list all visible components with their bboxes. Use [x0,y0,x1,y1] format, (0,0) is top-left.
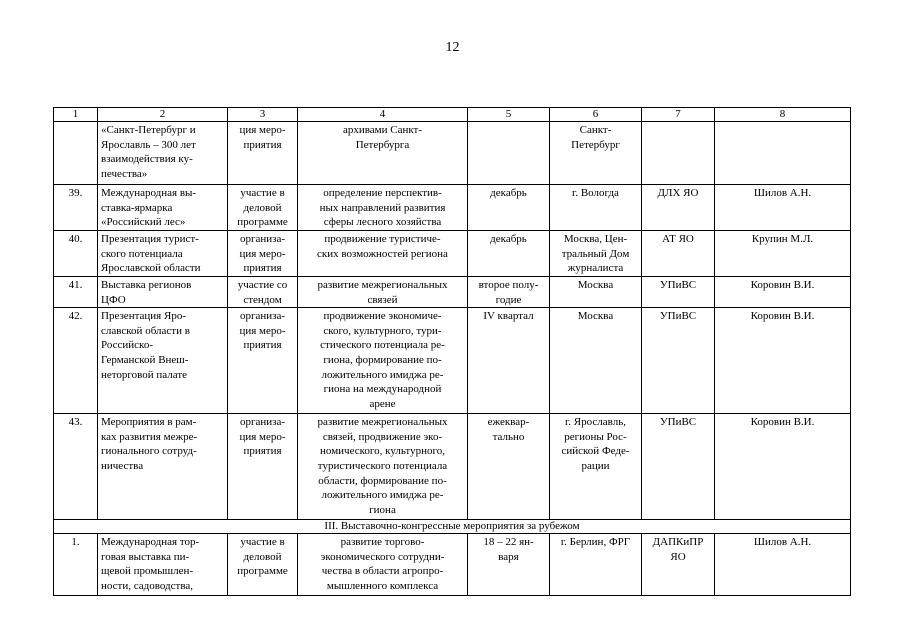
cell-line: Презентация Яро- [101,310,186,323]
cell-line: второе полу- [478,279,539,291]
cell-line: ских возможностей региона [317,247,448,260]
table-row [54,534,851,596]
cell-line: деловой [243,201,282,214]
cell-goal [298,277,468,308]
cell-place [550,308,642,414]
cell-event-name [98,122,228,185]
cell-line: Коровин В.И. [750,279,815,291]
cell-number: 43. [54,414,98,520]
cell-goal [298,185,468,231]
cell-line: регионы Рос- [564,430,627,443]
cell-line: взаимодействия ку- [101,153,193,166]
header-row [54,108,851,122]
cell-line: славской области в [101,324,190,337]
cell-line: развитие торгово- [340,536,425,549]
header-cell: 6 [550,108,642,122]
cell-date [468,414,550,520]
cell-number [54,122,98,185]
cell-line: Ярославской области [101,262,201,275]
cell-line: гионального сотруд- [101,445,197,458]
cell-line: ничества [101,459,144,472]
cell-line: гиона, формирование по- [323,353,442,366]
cell-responsible [715,277,851,308]
cell-organizer [642,277,715,308]
cell-line: рации [581,459,610,472]
cell-line: Российско- [101,339,153,352]
cell-line: Ярославль – 300 лет [101,138,196,151]
cell-organizer [642,534,715,596]
cell-place [550,122,642,185]
cell-line: участие в [240,187,285,199]
cell-line: Санкт- [579,124,612,136]
cell-line: Международная тор- [101,536,200,549]
cell-line: Германской Внеш- [101,353,189,366]
cell-line: сийской Феде- [561,445,630,458]
cell-line: декабрь [490,187,527,199]
cell-participation-form [228,308,298,414]
cell-participation-form [228,231,298,277]
cell-line: экономического сотрудни- [320,550,445,563]
cell-line: ция меро- [239,247,286,260]
cell-line: арене [369,397,396,410]
events-table [53,107,851,596]
cell-number: 41. [54,277,98,308]
cell-line: варя [498,550,519,563]
header-cell: 2 [98,108,228,122]
cell-line: туристического потенциала [317,459,448,472]
cell-line: продвижение туристиче- [324,233,441,245]
cell-place [550,414,642,520]
cell-line: Презентация турист- [101,233,199,245]
cell-line: УПиВС [659,279,697,291]
cell-line: организа- [239,310,286,323]
cell-responsible [715,185,851,231]
cell-line: щевой промышлен- [101,565,194,578]
cell-event-name [98,277,228,308]
cell-number: 42. [54,308,98,414]
cell-responsible [715,231,851,277]
cell-line: участие в [240,536,285,549]
table-row [54,277,851,308]
table-body [54,108,851,596]
cell-line: ных направлений развития [319,201,446,214]
cell-responsible [715,534,851,596]
cell-participation-form [228,414,298,520]
cell-line: АТ ЯО [662,233,694,245]
cell-line: Москва [577,310,614,323]
cell-line: Коровин В.И. [750,416,815,429]
cell-line: «Санкт-Петербург и [101,124,196,136]
cell-number: 1. [54,534,98,596]
cell-line: области, формирование по- [318,474,447,487]
cell-event-name [98,414,228,520]
cell-line: участие со [237,279,288,291]
cell-line: ложительного имиджа ре- [321,489,444,502]
cell-goal [298,231,468,277]
header-cell: 8 [715,108,851,122]
cell-line: 18 – 22 ян- [483,536,534,549]
header-cell: 1 [54,108,98,122]
cell-number: 39. [54,185,98,231]
cell-goal [298,414,468,520]
cell-line: определение перспектив- [323,187,442,199]
cell-line: Коровин В.И. [750,310,815,323]
cell-event-name [98,185,228,231]
cell-line: IV квартал [483,310,534,323]
cell-line: Шилов А.Н. [753,536,812,549]
cell-number: 40. [54,231,98,277]
cell-line: Шилов А.Н. [753,187,812,199]
cell-line: г. Берлин, ФРГ [560,536,631,549]
cell-line: приятия [243,138,282,151]
cell-line: ЦФО [101,293,126,306]
cell-organizer [642,122,715,185]
cell-line: ДЛХ ЯО [657,187,699,199]
cell-line: приятия [243,339,282,352]
cell-line: печества» [101,167,148,180]
cell-goal [298,122,468,185]
cell-organizer [642,308,715,414]
cell-line: приятия [243,262,282,275]
cell-line: г. Ярославль, [565,416,626,429]
cell-line: тально [492,430,525,443]
cell-line: развитие межрегиональных [317,279,448,291]
cell-participation-form [228,122,298,185]
table-row [54,414,851,520]
cell-event-name [98,308,228,414]
section-title: III. Выставочно-конгрессные мероприятия за рубежом [54,520,851,534]
cell-line: УПиВС [659,310,697,323]
cell-organizer [642,414,715,520]
header-cell: 3 [228,108,298,122]
cell-line: ция меро- [239,324,286,337]
cell-line: Москва [577,279,614,291]
cell-line: ского потенциала [101,247,183,260]
cell-line: организа- [239,233,286,245]
cell-line: связей [367,293,398,306]
cell-line: ДАПКиПР [652,536,704,549]
cell-line: ности, садоводства, [101,579,194,592]
section-row [54,520,851,534]
cell-place [550,185,642,231]
cell-line: программе [237,565,288,578]
cell-responsible [715,414,851,520]
cell-line: Мероприятия в рам- [101,416,197,429]
cell-line: говая выставка пи- [101,550,190,563]
cell-line: ция меро- [239,124,286,136]
cell-line: Петербурга [355,138,410,151]
cell-line: архивами Санкт- [342,124,423,136]
cell-line: приятия [243,445,282,458]
cell-goal [298,534,468,596]
cell-place [550,231,642,277]
cell-event-name [98,534,228,596]
cell-date [468,122,550,185]
cell-line: программе [237,216,288,229]
cell-line: ция меро- [239,430,286,443]
cell-line: номического, культурного, [320,445,445,458]
cell-organizer [642,231,715,277]
cell-line: неторговой палате [101,368,188,381]
cell-line: организа- [239,416,286,429]
header-cell: 4 [298,108,468,122]
cell-line: чества в области агропро- [321,565,444,578]
cell-line: годие [495,293,522,306]
header-cell: 7 [642,108,715,122]
cell-participation-form [228,277,298,308]
cell-participation-form [228,534,298,596]
cell-line: Москва, Цен- [563,233,628,245]
cell-line: развитие межрегиональных [317,416,448,429]
cell-line: стендом [243,293,282,306]
cell-responsible [715,122,851,185]
cell-line: ложительного имиджа ре- [321,368,444,381]
cell-line: УПиВС [659,416,697,429]
cell-line: ежеквар- [487,416,530,429]
cell-line: Международная вы- [101,187,197,199]
cell-line: Крупин М.Л. [751,233,814,245]
cell-line: стического потенциала ре- [320,339,445,352]
cell-line: сферы лесного хозяйства [323,216,442,229]
cell-date [468,277,550,308]
cell-event-name [98,231,228,277]
cell-line: ках развития межре- [101,430,198,443]
cell-organizer [642,185,715,231]
cell-place [550,534,642,596]
cell-line: г. Вологда [572,187,619,199]
cell-responsible [715,308,851,414]
cell-line: Петербург [571,138,620,151]
cell-line: Выставка регионов [101,279,192,291]
cell-line: деловой [243,550,282,563]
cell-line: декабрь [490,233,527,245]
cell-place [550,277,642,308]
cell-line: ского, культурного, тури- [323,324,442,337]
table-row [54,308,851,414]
cell-line: ставка-ярмарка [101,201,173,214]
table-row [54,122,851,185]
cell-date [468,231,550,277]
cell-date [468,308,550,414]
cell-line: продвижение экономиче- [323,310,442,323]
cell-date [468,185,550,231]
cell-goal [298,308,468,414]
header-cell: 5 [468,108,550,122]
table-row [54,231,851,277]
cell-line: мышленного комплекса [326,579,439,592]
cell-line: тральный Дом [561,247,630,260]
cell-line: связей, продвижение эко- [322,430,443,443]
cell-line: гиона [369,503,396,516]
cell-line: журналиста [567,262,624,275]
cell-line: ЯО [670,550,686,563]
cell-line: «Российский лес» [101,216,186,229]
page-number: 12 [445,40,460,55]
cell-date [468,534,550,596]
cell-line: гиона на международной [323,383,442,396]
table-row [54,185,851,231]
cell-participation-form [228,185,298,231]
